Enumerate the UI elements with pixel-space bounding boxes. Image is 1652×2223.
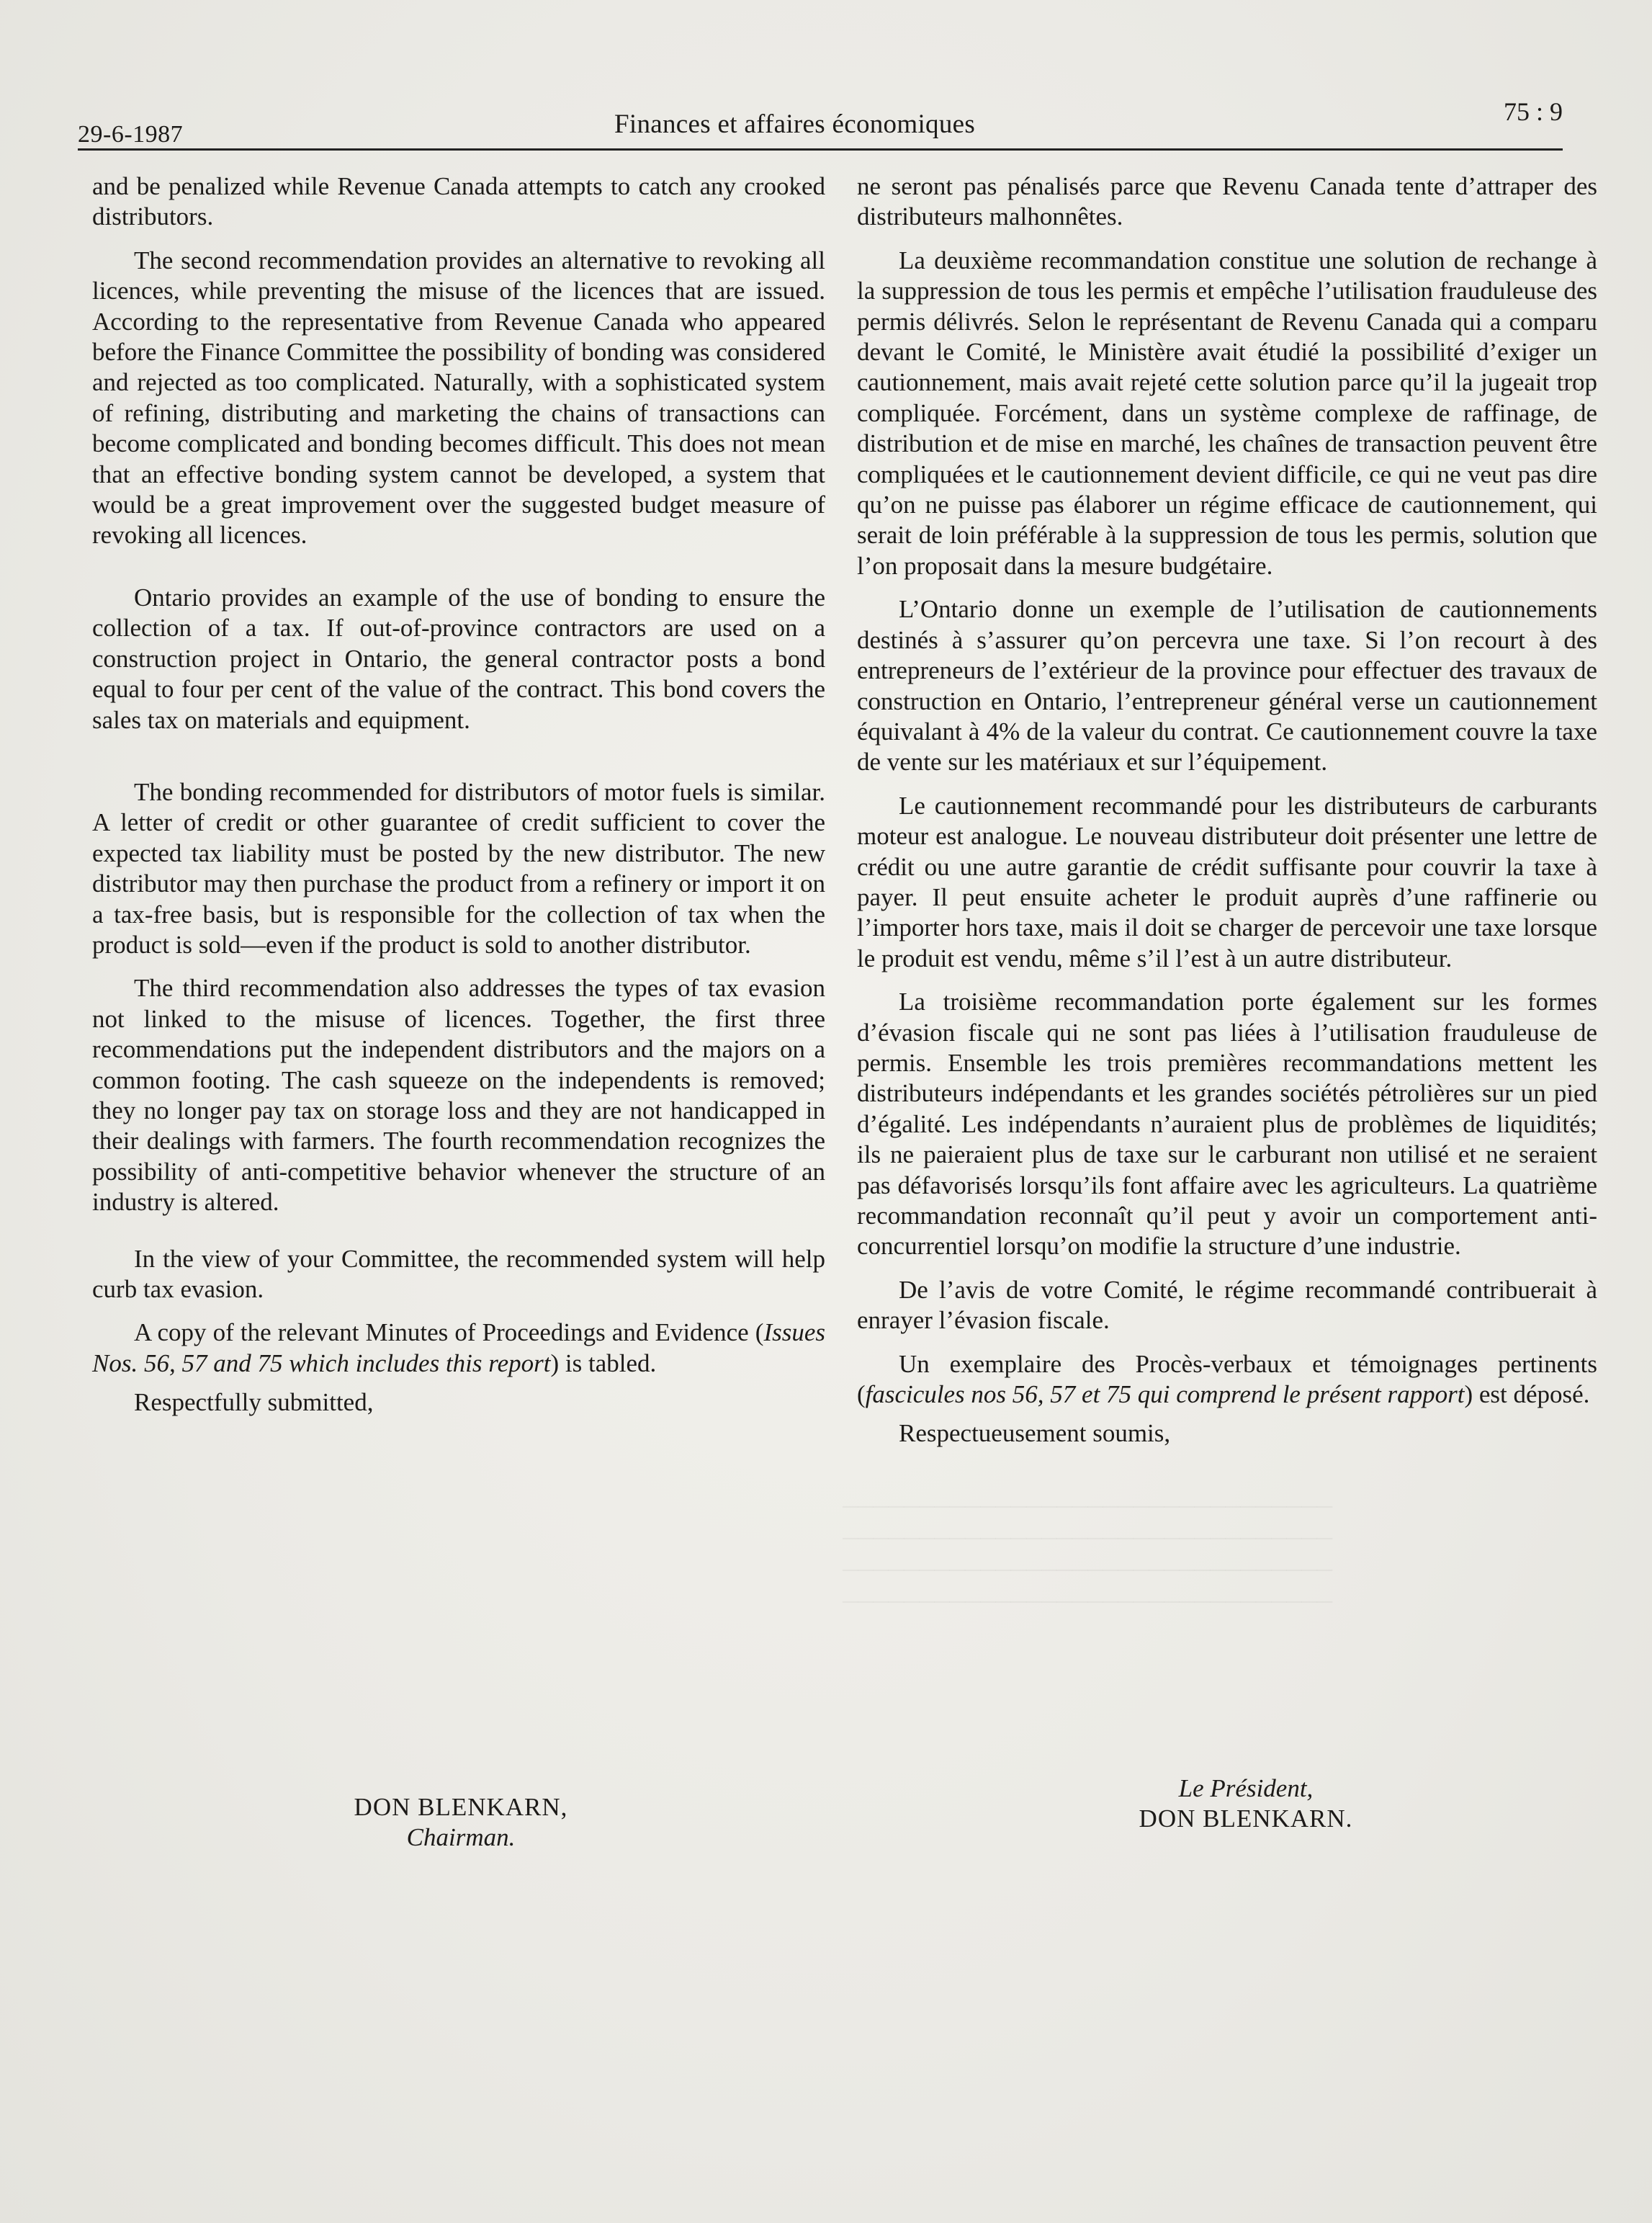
en-paragraph-5: The third recommendation also addresses the types of tax evasion not linked to the misuse of licences. Together, the first three recommendations put the independent distributors and the majors on a common footing. The cash squeeze on the independents is removed; they no longer pay tax on storage loss and they are not handicapped in their dealings with farmers. The fourth recommendation recognizes the possibility of anti-competitive behavior whenever the structure of an industry is altered. xyxy=(92,974,825,1217)
en-paragraph-2: The second recommendation provides an alternative to revoking all licences, while preventing the misuse of the licences that are issued. According to the representative from Revenue Canada who appeared before the Finance Committee the possibility of bonding was considered and rejected as too complicated. Naturally, with a sophisticated system of refining, distributing and marketing the chains of transactions can become complicated and bonding becomes difficult. This does not mean that an effective bonding system cannot be developed, a system that would be a great improvement over the suggested budget measure of revoking all licences. xyxy=(92,246,825,550)
en-paragraph-4: The bonding recommended for distributors of motor fuels is similar. A letter of credit or other guarantee of credit sufficient to cover the expected tax liability must be posted by the new distributor. The new distributor may then purchase the product from a refinery or import it on a tax-free basis, but is responsible for the collection of tax when the product is sold—even if the product is sold to another distributor. xyxy=(92,777,825,959)
fr-p7-text-c: ) est déposé. xyxy=(1464,1380,1590,1409)
fr-paragraph-6: De l’avis de votre Comité, le régime recommandé contribuerait à enrayer l’évasion fiscale. xyxy=(857,1275,1597,1335)
running-header xyxy=(78,86,1563,151)
fr-paragraph-1: ne seront pas pénalisés parce que Revenu Canada tente d’attraper des distributeurs malhonnêtes. xyxy=(857,172,1597,231)
fr-signer-name: DON BLENKARN. xyxy=(1139,1804,1353,1833)
en-signer-role: Chairman. xyxy=(406,1823,516,1851)
en-signature xyxy=(317,1792,605,1853)
en-signer-name: DON BLENKARN, xyxy=(354,1793,568,1821)
en-p7-issues: Issues Nos. 56, 57 and 75 which includes this report xyxy=(92,1318,825,1377)
en-closing: Respectfully submitted, xyxy=(134,1388,374,1417)
fr-paragraph-7 xyxy=(857,1349,1597,1410)
bleed-through-texture: ──────────────────────────────── ──────────────────────────────── ──────────────────────────────── ──────────────────────────────── xyxy=(843,1495,1333,1614)
en-p7-text-a: A copy of the relevant Minutes of Proceedings and Evidence ( xyxy=(134,1318,764,1347)
fr-p7-text-a: Un exemplaire des Procès-verbaux et témoignages pertinents ( xyxy=(857,1349,1597,1409)
fr-paragraph-5: La troisième recommandation porte également sur les formes d’évasion fiscale qui ne sont pas liées à l’utilisation frauduleuse de permis. Ensemble les trois premières recommandations mettent les distributeurs indépendants et les grandes sociétés pétrolières sur un pied d’égalité. Les indépendants n’auraient plus de problèmes de liquidités; ils ne paieraient plus de taxe sur le carburant non utilisé et ne seraient pas défavorisés lorsqu’ils font affaire avec les agriculteurs. La quatrième recommandation reconnaît qu’il peut y avoir un comportement anti-concurrentiel lorsqu’on modifie la structure d’une industrie. xyxy=(857,988,1597,1261)
en-paragraph-6: In the view of your Committee, the recommended system will help curb tax evasion. xyxy=(92,1244,825,1303)
header-date: 29-6-1987 xyxy=(78,121,184,148)
fr-closing: Respectueusement soumis, xyxy=(899,1419,1171,1448)
fr-p7-issues: fascicules nos 56, 57 et 75 qui comprend le présent rapport xyxy=(865,1380,1465,1409)
fr-paragraph-2: La deuxième recommandation constitue une solution de rechange à la suppression de tous les permis et empêche l’utilisation frauduleuse des permis délivrés. Selon le représentant de Revenu Canada qui a comparu devant le Comité, le Ministère avait étudié la possibilité d’exiger un cautionnement, mais avait rejeté cette solution parce qu’il la jugeait trop compliquée. Forcément, dans un système complexe de raffinage, de distribution et de mise en marché, les chaînes de transaction peuvent être compliquées et le cautionnement devient difficile, ce qui ne veut pas dire qu’on ne puisse pas élaborer un régime efficace de cautionnement, qui serait de loin préférable à la suppression de tous les permis, solution que l’on proposait dans la mesure budgétaire. xyxy=(857,246,1597,580)
fr-paragraph-4: Le cautionnement recommandé pour les distributeurs de carburants moteur est analogue. Le nouveau distributeur doit présenter une lettre de crédit ou une autre garantie de crédit suffisante pour couvrir la taxe à payer. Il peut ensuite acheter le produit auprès d’une raffinerie ou l’importer hors taxe, mais il doit se charger de percevoir une taxe lorsque le produit est vendu, même s’il l’est à un autre distributeur. xyxy=(857,791,1597,972)
fr-signature xyxy=(1102,1774,1390,1834)
en-paragraph-1: and be penalized while Revenue Canada attempts to catch any crooked distributors. xyxy=(92,172,825,231)
french-column xyxy=(857,171,1597,1449)
header-title: Finances et affaires économiques xyxy=(614,109,976,139)
header-page-number: 75 : 9 xyxy=(1503,97,1563,126)
english-column xyxy=(92,171,825,1418)
en-paragraph-7 xyxy=(92,1318,825,1379)
fr-signer-role: Le Président, xyxy=(1178,1774,1314,1802)
en-paragraph-3: Ontario provides an example of the use of bonding to ensure the collection of a tax. If out-of-province contractors are used on a construction project in Ontario, the general contractor posts a bond equal to four per cent of the value of the contract. This bond covers the sales tax on materials and equipment. xyxy=(92,583,825,734)
fr-paragraph-3: L’Ontario donne un exemple de l’utilisation de cautionnements destinés à s’assurer qu’on percevra une taxe. Si l’on recourt à des entrepreneurs de l’extérieur de la province pour effectuer des travaux de construction en Ontario, l’entrepreneur général verse un cautionnement équivalant à 4% de la valeur du contrat. Ce cautionnement couvre la taxe de vente sur les matériaux et sur l’équipement. xyxy=(857,595,1597,777)
en-p7-text-c: ) is tabled. xyxy=(550,1348,657,1377)
